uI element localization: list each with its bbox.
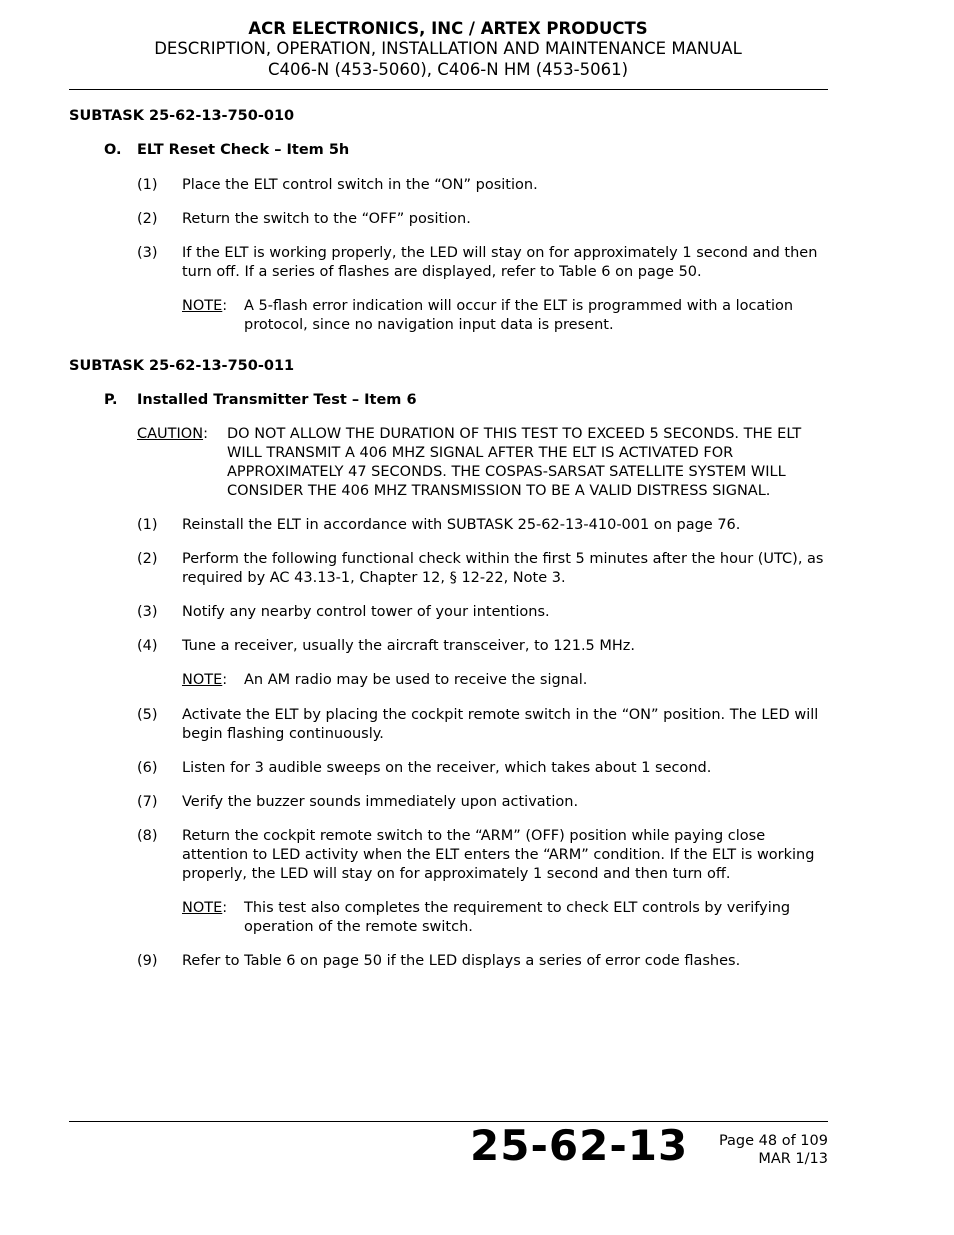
step-number: (2) bbox=[137, 211, 158, 227]
step-number: (1) bbox=[137, 177, 158, 193]
step-text: Reinstall the ELT in accordance with SUBTASK 25-62-13-410-001 on page 76. bbox=[182, 517, 741, 533]
step-text: Return the switch to the “OFF” position. bbox=[182, 211, 471, 227]
step-text: Activate the ELT by placing the cockpit remote switch in the “ON” position. The LED will begin flashing continuously. bbox=[182, 707, 819, 742]
header-manual-title: DESCRIPTION, OPERATION, INSTALLATION AND MAINTENANCE MANUAL bbox=[154, 39, 742, 58]
step-number: (1) bbox=[137, 517, 158, 533]
section-p-title: Installed Transmitter Test – Item 6 bbox=[137, 392, 417, 408]
footer-page-number: Page 48 of 109 bbox=[718, 1133, 828, 1149]
step-number: (3) bbox=[137, 245, 158, 261]
step-text: If the ELT is working properly, the LED will stay on for approximately 1 second and then turn off. If a series of flashes are displayed, refer to Table 6 on page 50. bbox=[182, 245, 818, 280]
section-o-title: ELT Reset Check – Item 5h bbox=[137, 142, 350, 158]
section-o-letter: O. bbox=[104, 142, 122, 158]
footer-page-info bbox=[719, 1132, 828, 1168]
step-text: Listen for 3 audible sweeps on the receiver, which takes about 1 second. bbox=[182, 760, 712, 776]
step-number: (5) bbox=[137, 707, 158, 723]
note-label: NOTE: bbox=[182, 672, 228, 688]
step-text: Tune a receiver, usually the aircraft transceiver, to 121.5 MHz. bbox=[182, 638, 636, 654]
step-number: (9) bbox=[137, 953, 158, 969]
step-text: Place the ELT control switch in the “ON” position. bbox=[182, 177, 538, 193]
caution-label: CAUTION: bbox=[137, 426, 208, 442]
caution-text: DO NOT ALLOW THE DURATION OF THIS TEST TO EXCEED 5 SECONDS. THE ELT WILL TRANSMIT A 406 MHZ SIGNAL AFTER THE ELT IS ACTIVATED FOR APPROXIMATELY 47 SECONDS. THE COSPAS-SARSAT SATELLITE SYSTEM WILL CONSIDER THE 406 MHZ TRANSMISSION TO BE A VALID DISTRESS SIGNAL. bbox=[227, 426, 802, 499]
step-text: Perform the following functional check within the first 5 minutes after the hour (UTC), as required by AC 43.13-1, Chapter 12, § 12-22, Note 3. bbox=[182, 551, 824, 586]
header-company: ACR ELECTRONICS, INC / ARTEX PRODUCTS bbox=[248, 19, 648, 38]
note-text: This test also completes the requirement to check ELT controls by verifying operation of the remote switch. bbox=[244, 900, 791, 935]
footer-revision-date: MAR 1/13 bbox=[758, 1151, 828, 1167]
note-text: A 5-flash error indication will occur if the ELT is programmed with a location protocol, since no navigation input data is present. bbox=[244, 298, 794, 333]
step-number: (7) bbox=[137, 794, 158, 810]
subtask-p-label: SUBTASK 25-62-13-750-011 bbox=[69, 358, 295, 374]
footer-ata-code: 25-62-13 bbox=[470, 1121, 689, 1170]
header-models: C406-N (453-5060), C406-N HM (453-5061) bbox=[267, 60, 629, 79]
step-number: (6) bbox=[137, 760, 158, 776]
step-number: (4) bbox=[137, 638, 158, 654]
section-p-letter: P. bbox=[104, 392, 118, 408]
step-number: (3) bbox=[137, 604, 158, 620]
step-text: Notify any nearby control tower of your intentions. bbox=[182, 604, 550, 620]
step-number: (8) bbox=[137, 828, 158, 844]
step-text: Verify the buzzer sounds immediately upon activation. bbox=[182, 794, 579, 810]
step-text: Return the cockpit remote switch to the “ARM” (OFF) position while paying close attention to LED activity when the ELT enters the “ARM” condition. If the ELT is working properly, the LED will stay on for approximately 1 second and then turn off. bbox=[182, 828, 815, 882]
subtask-o-label: SUBTASK 25-62-13-750-010 bbox=[69, 108, 295, 124]
step-text: Refer to Table 6 on page 50 if the LED displays a series of error code flashes. bbox=[182, 953, 741, 969]
header-divider bbox=[69, 89, 828, 90]
step-number: (2) bbox=[137, 551, 158, 567]
note-label: NOTE: bbox=[182, 900, 228, 916]
note-label: NOTE: bbox=[182, 298, 228, 314]
footer-divider bbox=[69, 1121, 828, 1122]
note-text: An AM radio may be used to receive the signal. bbox=[244, 672, 588, 688]
